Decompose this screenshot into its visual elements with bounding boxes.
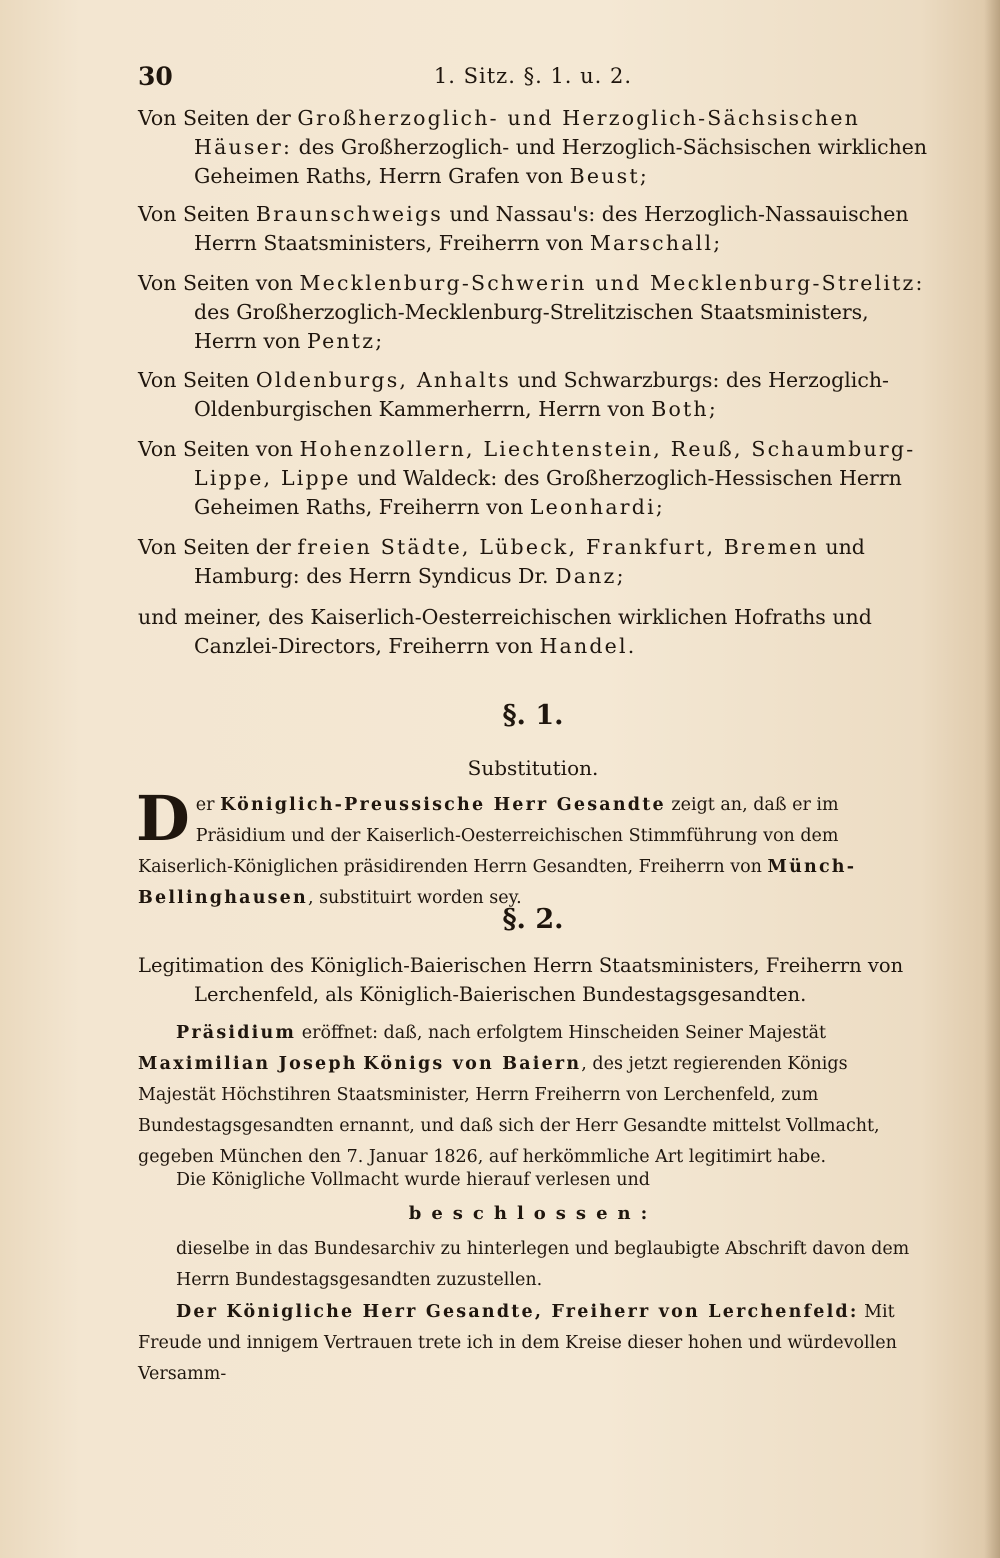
presidium-label: Präsidium	[176, 1023, 297, 1043]
delegation-states: Großherzoglich- und Herzoglich-Sächsischen Häuser:	[194, 106, 861, 159]
delegation-end: ;	[713, 231, 721, 255]
section-1-lead: er	[195, 795, 215, 815]
closing-end: .	[627, 634, 635, 658]
delegation-end: ;	[708, 397, 716, 421]
delegation-text: des Großherzoglich-Mecklenburg-Strelitzischen Staatsministers, Herrn von	[194, 300, 869, 353]
delegation-lead: Von Seiten	[138, 202, 250, 226]
section-2-text-a: eröffnet: daß, nach erfolgtem Hinscheiden Seiner Majestät	[301, 1023, 827, 1043]
section-2-subtitle: Legitimation des Königlich-Baierischen Herrn Staatsministers, Freiherrn von Lerchenfeld, als Königlich-Baierischen Bundestagsgesandten.	[138, 954, 904, 1006]
delegate-name: Beust	[569, 164, 640, 188]
page-spine-shadow	[984, 0, 1000, 1558]
section-1-subtitle: Substitution.	[467, 756, 599, 780]
delegation-states: freien Städte, Lübeck, Frankfurt, Bremen	[297, 535, 819, 559]
delegation-paragraph	[138, 435, 928, 522]
delegation-lead: Von Seiten von	[138, 271, 293, 295]
delegation-end: ;	[375, 329, 383, 353]
delegation-text: und Hamburg: des Herrn Syndicus Dr.	[194, 535, 865, 588]
delegate-name: Both	[651, 397, 709, 421]
king-title: Königs von Baiern	[363, 1054, 582, 1074]
delegation-paragraph	[138, 104, 928, 191]
delegation-text: und Schwarzburgs: des Herzoglich-Oldenburgischen Kammerherrn, Herrn von	[194, 368, 889, 421]
delegation-end: ;	[655, 495, 663, 519]
delegation-states: Oldenburgs, Anhalts	[255, 368, 511, 392]
delegation-end: ;	[616, 564, 624, 588]
envoy-name: Münch-Bellinghausen	[138, 857, 857, 908]
delegation-text: und Nassau's: des Herzoglich-Nassauischen Herrn Staatsministers, Freiherrn von	[194, 202, 909, 255]
delegation-lead: Von Seiten	[138, 368, 250, 392]
delegation-paragraph	[138, 366, 928, 424]
resolution-text: dieselbe in das Bundesarchiv zu hinterlegen und beglaubigte Abschrift davon dem Herrn Bundestagsgesandten zuzustellen.	[176, 1239, 910, 1290]
delegation-paragraph	[138, 200, 928, 258]
section-1-title: §. 1.	[502, 700, 564, 731]
section-1-end: , substituirt worden sey.	[307, 888, 522, 908]
running-head: 1. Sitz. §. 1. u. 2.	[433, 64, 633, 88]
delegation-states: Braunschweigs	[255, 202, 444, 226]
section-2-text-c: , des jetzt regierenden Königs Majestät Höchstihren Staatsminister, Herrn Freiherrn von Lerchenfeld, zum Bundestagsgesandten ernannt, und daß sich der Herr Gesandte mittelst Vollmacht, gegeben München den 7. Januar 1826, auf herkömmliche Art legitimirt habe.	[138, 1054, 880, 1167]
king-name: Maximilian Joseph	[138, 1054, 358, 1074]
envoy-speech: Mit Freude und innigem Vertrauen trete ich in dem Kreise dieser hohen und würdevollen Versamm-	[138, 1302, 897, 1384]
closing-text: und meiner, des Kaiserlich-Oesterreichischen wirklichen Hofraths und Canzlei-Directors, Freiherrn von	[138, 605, 872, 658]
delegation-paragraph	[138, 533, 928, 591]
delegation-lead: Von Seiten von	[138, 437, 293, 461]
section-2-paragraph-1	[138, 1018, 928, 1173]
delegate-name: Pentz	[307, 329, 376, 353]
page-number: 30	[138, 62, 173, 91]
delegate-name: Handel	[539, 634, 628, 658]
section-1-paragraph	[136, 782, 928, 914]
delegation-lead: Von Seiten der	[138, 106, 291, 130]
section-1-text: zeigt an, daß er im Präsidium und der Kaiserlich-Oesterreichischen Stimmführung von dem Kaiserlich-Königlichen präsidirenden Herrn Gesandten, Freiherrn von	[138, 795, 839, 877]
delegate-name: Leonhardi	[529, 495, 656, 519]
section-2-paragraph-2: Die Königliche Vollmacht wurde hierauf verlesen und	[176, 1170, 650, 1190]
delegation-end: ;	[639, 164, 647, 188]
delegate-name: Marschall	[589, 231, 714, 255]
closing-paragraph	[138, 603, 928, 661]
envoy-speaker: Der Königliche Herr Gesandte, Freiherr von Lerchenfeld:	[176, 1302, 859, 1322]
section-2-paragraph-3	[138, 1297, 928, 1390]
resolved-word: beschlossen:	[408, 1203, 658, 1224]
delegation-text: des Großherzoglich- und Herzoglich-Sächsischen wirklichen Geheimen Raths, Herrn Grafen von	[194, 135, 928, 188]
delegation-states: Hohenzollern, Liechtenstein, Reuß, Schaumburg-Lippe, Lippe	[194, 437, 916, 490]
section-1-subject: Königlich-Preussische Herr Gesandte	[220, 795, 666, 815]
delegation-lead: Von Seiten der	[138, 535, 291, 559]
delegate-name: Danz	[555, 564, 617, 588]
delegation-text: und Waldeck: des Großherzoglich-Hessischen Herrn Geheimen Raths, Freiherrn von	[194, 466, 902, 519]
drop-cap: D	[136, 782, 190, 855]
delegation-paragraph	[138, 269, 928, 356]
section-2-title: §. 2.	[502, 904, 564, 935]
page-header	[138, 62, 928, 102]
delegation-states: Mecklenburg-Schwerin und Mecklenburg-Strelitz:	[299, 271, 925, 295]
